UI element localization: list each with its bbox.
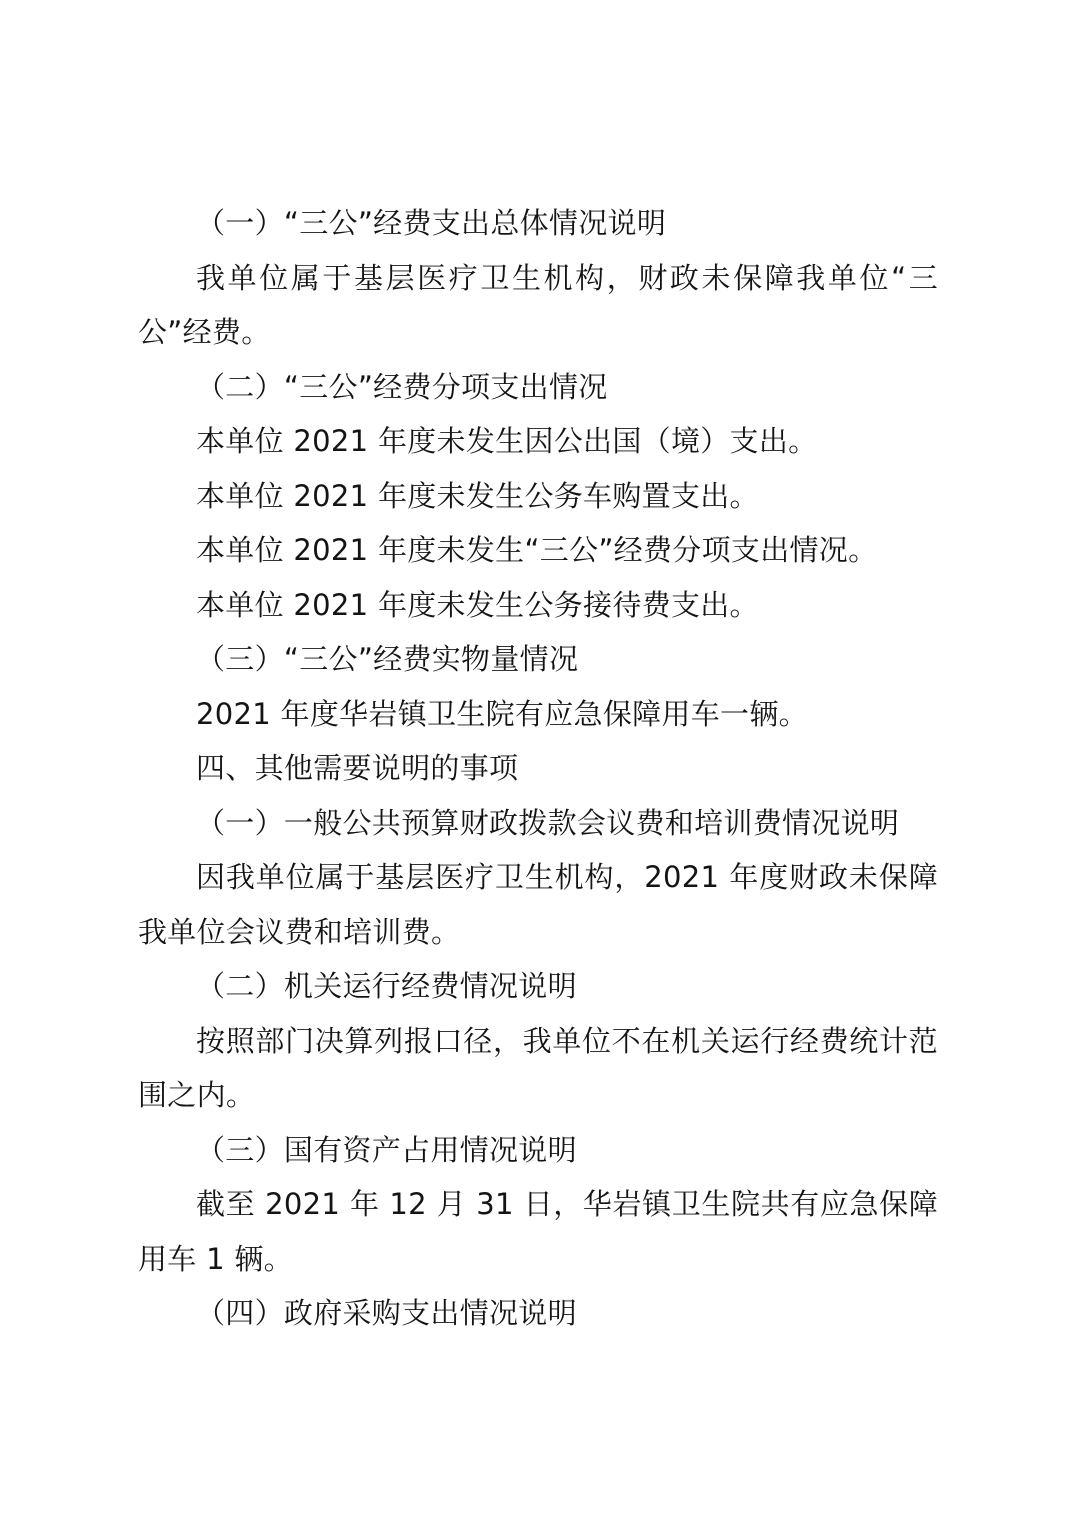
paragraph-state-assets: 截至 2021 年 12 月 31 日，华岩镇卫生院共有应急保障用车 1 辆。	[138, 1187, 938, 1276]
paragraph-abroad-expense: 本单位 2021 年度未发生因公出国（境）支出。	[196, 424, 818, 458]
paragraph-sangong-items-none: 本单位 2021 年度未发生“三公”经费分项支出情况。	[196, 533, 878, 567]
document-body	[138, 196, 938, 1341]
paragraph-operating-costs: 按照部门决算列报口径，我单位不在机关运行经费统计范围之内。	[138, 1023, 938, 1112]
paragraph-sangong-overall: 我单位属于基层医疗卫生机构，财政未保障我单位“三公”经费。	[138, 260, 938, 349]
heading-operating-costs: （二）机关运行经费情况说明	[196, 969, 577, 1003]
heading-procurement: （四）政府采购支出情况说明	[196, 1296, 577, 1330]
paragraph-physical-vehicle: 2021 年度华岩镇卫生院有应急保障用车一辆。	[196, 696, 808, 731]
paragraph-meeting-training: 因我单位属于基层医疗卫生机构，2021 年度财政未保障我单位会议费和培训费。	[138, 860, 938, 949]
heading-meeting-training: （一）一般公共预算财政拨款会议费和培训费情况说明	[196, 805, 900, 840]
paragraph-vehicle-purchase: 本单位 2021 年度未发生公务车购置支出。	[196, 478, 759, 513]
heading-sangong-overall: （一）“三公”经费支出总体情况说明	[196, 206, 667, 240]
paragraph-reception-expense: 本单位 2021 年度未发生公务接待费支出。	[196, 587, 759, 622]
heading-state-assets: （三）国有资产占用情况说明	[196, 1132, 577, 1167]
heading-sangong-physical: （三）“三公”经费实物量情况	[196, 642, 579, 676]
heading-section-four: 四、其他需要说明的事项	[196, 751, 519, 785]
heading-sangong-items: （二）“三公”经费分项支出情况	[196, 369, 608, 404]
